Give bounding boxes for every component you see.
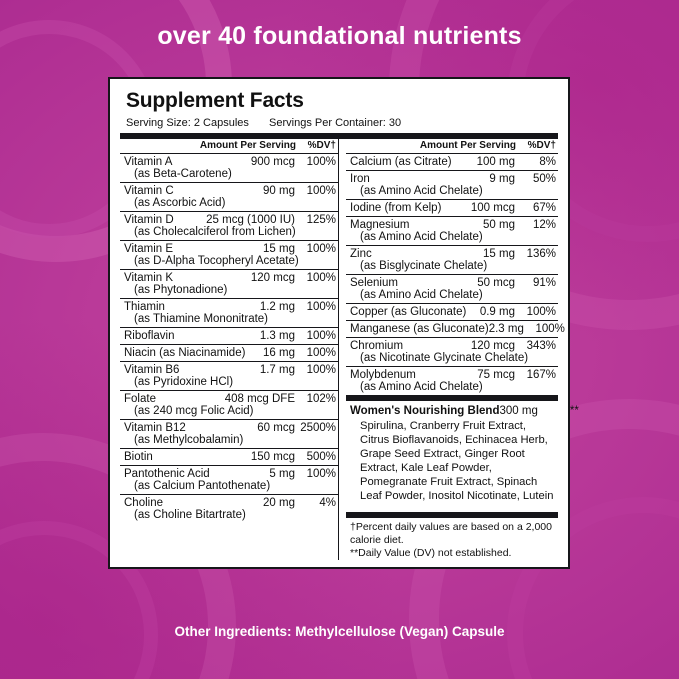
nutrient-name: Selenium [350,277,398,289]
nutrient-amount: 20 mg [263,497,295,509]
nutrient-name: Iodine (from Kelp) [350,202,442,214]
dv-header: %DV† [527,140,556,151]
table-row [120,494,338,523]
facts-columns [120,139,579,560]
servings-per-container-value: 30 [388,117,402,129]
nutrient-dv: 167% [526,369,556,381]
nutrient-source: (as Bisglycinate Chelate) [360,260,488,272]
nutrient-amount: 100 mcg [470,202,515,214]
servings-per-container-label: Servings Per Container: [269,117,386,129]
nutrient-source: (as Beta-Carotene) [134,168,232,180]
nutrient-dv: 100% [526,306,556,318]
serving-size-label: Serving Size: [126,117,191,129]
table-row [120,298,338,327]
nutrient-dv: 4% [319,497,336,509]
blend-dv: ** [569,405,579,417]
facts-column-left [120,139,339,560]
serving-size-value: 2 Capsules [193,117,249,129]
table-row [120,240,338,269]
nutrient-name: Chromium [350,340,404,352]
nutrient-name: Vitamin B12 [124,422,186,434]
nutrient-name: Thiamin [124,301,165,313]
nutrient-source: (as Amino Acid Chelate) [360,289,483,301]
nutrient-name: Choline [124,497,163,509]
nutrient-dv: 100% [306,272,336,284]
nutrient-dv: 12% [532,219,556,231]
column-header-right [346,139,558,153]
nutrient-amount: 5 mg [269,468,295,480]
nutrient-amount: 150 mcg [250,451,295,463]
nutrient-name: Molybdenum [350,369,416,381]
nutrient-amount: 75 mcg [477,369,515,381]
nutrient-amount: 1.3 mg [259,330,295,342]
nutrient-dv: 100% [306,301,336,313]
table-row [120,182,338,211]
nutrient-amount: 2.3 mg [488,323,524,335]
nutrient-name: Magnesium [350,219,410,231]
nutrient-source: (as Phytonadione) [134,284,228,296]
nutrient-amount: 90 mg [263,185,295,197]
nutrient-amount: 60 mcg [257,422,295,434]
table-row [346,170,558,199]
nutrient-dv: 100% [306,330,336,342]
nutrient-source: (as Amino Acid Chelate) [360,381,483,393]
footnote-daily-value: †Percent daily values are based on a 2,000 calorie diet. [350,521,552,547]
nutrient-dv: 125% [306,214,336,226]
nutrient-dv: 136% [526,248,556,260]
nutrient-amount: 120 mcg [250,272,295,284]
nutrient-dv: 500% [306,451,336,463]
nutrient-dv: 100% [306,185,336,197]
panel-title: Supplement Facts [126,89,304,112]
table-row [120,465,338,494]
footnotes [346,512,558,560]
nutrient-amount: 25 mcg (1000 IU) [206,214,295,226]
footnote-dv-not-established: **Daily Value (DV) not established. [350,547,512,560]
nutrient-source: (as Choline Bitartrate) [134,509,246,521]
nutrient-amount: 0.9 mg [479,306,515,318]
nutrient-dv: 67% [532,202,556,214]
nutrient-name: Manganese (as Gluconate) [350,323,489,335]
nutrient-name: Vitamin B6 [124,364,180,376]
nutrient-name: Vitamin K [124,272,174,284]
nutrient-amount: 1.7 mg [259,364,295,376]
nutrient-source: (as Amino Acid Chelate) [360,231,483,243]
nutrient-dv: 102% [306,393,336,405]
nutrient-dv: 100% [306,364,336,376]
nutrient-amount: 50 mg [483,219,515,231]
nutrient-dv: 50% [532,173,556,185]
nutrient-dv: 343% [526,340,556,352]
nutrient-amount: 15 mg [483,248,515,260]
nutrient-amount: 50 mcg [477,277,515,289]
nutrient-rows-left [120,153,338,523]
nutrient-amount: 120 mcg [470,340,515,352]
amount-per-serving-header: Amount Per Serving [419,140,516,151]
nutrient-amount: 9 mg [489,173,515,185]
nutrient-name: Zinc [350,248,372,260]
nutrient-name: Riboflavin [124,330,175,342]
nutrient-source: (as Amino Acid Chelate) [360,185,483,197]
dv-header: %DV† [307,140,336,151]
table-row [120,269,338,298]
nutrient-amount: 408 mcg DFE [224,393,295,405]
table-row [346,199,558,216]
nutrient-name: Vitamin E [124,243,174,255]
nutrient-name: Vitamin D [124,214,174,226]
blend-name: Women's Nourishing Blend [350,405,500,417]
nutrient-source: (as Cholecalciferol from Lichen) [134,226,296,238]
table-row [120,344,338,361]
table-row [346,274,558,303]
blend-ingredients: Spirulina, Cranberry Fruit Extract, Citrus Bioflavanoids, Echinacea Herb, Grape Seed Extract, Ginger Root Extract, Kale Leaf Powder, Pomegranate Fruit Extract, Spinach Leaf Powder, Inositol Nicotinate, Lutein [360,420,554,502]
facts-column-right [339,139,579,560]
table-row [346,320,565,337]
nutrient-dv: 91% [532,277,556,289]
nutrient-amount: 15 mg [263,243,295,255]
nutrient-source: (as Ascorbic Acid) [134,197,226,209]
nutrient-dv: 100% [306,347,336,359]
amount-per-serving-header: Amount Per Serving [199,140,296,151]
nutrient-amount: 16 mg [263,347,295,359]
nutrient-name: Vitamin A [124,156,173,168]
blend-amount: 300 mg [499,405,538,417]
nutrient-dv: 100% [306,468,336,480]
nutrient-name: Niacin (as Niacinamide) [124,347,246,359]
nutrient-source: (as Pyridoxine HCl) [134,376,234,388]
table-row [346,216,558,245]
nutrient-amount: 900 mcg [250,156,295,168]
nutrient-name: Iron [350,173,370,185]
table-row [120,361,338,390]
proprietary-blend-row [346,395,579,506]
nutrient-dv: 100% [306,243,336,255]
nutrient-source: (as Calcium Pantothenate) [134,480,271,492]
nutrient-name: Calcium (as Citrate) [350,156,452,168]
table-row [120,390,338,419]
nutrient-source: (as 240 mcg Folic Acid) [134,405,254,417]
supplement-facts-panel [108,77,579,569]
nutrient-dv: 100% [535,323,565,335]
table-row [120,211,338,240]
table-row [120,448,338,465]
nutrient-dv: 2500% [300,422,336,434]
nutrient-source: (as Thiamine Mononitrate) [134,313,269,325]
table-row [120,153,338,182]
nutrient-source: (as D-Alpha Tocopheryl Acetate) [134,255,299,267]
table-row [346,303,558,320]
nutrient-source: (as Nicotinate Glycinate Chelate) [360,352,529,364]
nutrient-amount: 100 mg [476,156,515,168]
table-row [346,337,558,366]
headline: over 40 foundational nutrients [157,22,522,50]
nutrient-name: Copper (as Gluconate) [350,306,467,318]
nutrient-source: (as Methylcobalamin) [134,434,244,446]
table-row [346,245,558,274]
column-header-left [120,139,338,153]
nutrient-name: Folate [124,393,156,405]
table-row [120,327,338,344]
nutrient-dv: 100% [306,156,336,168]
table-row [346,153,558,170]
table-row [346,366,558,395]
nutrient-amount: 1.2 mg [259,301,295,313]
serving-info [126,117,558,129]
nutrient-name: Pantothenic Acid [124,468,210,480]
nutrient-dv: 8% [539,156,556,168]
table-row [120,419,338,448]
nutrient-name: Biotin [124,451,153,463]
nutrient-rows-right [346,153,579,506]
other-ingredients: Other Ingredients: Methylcellulose (Vegan) Capsule [174,624,505,639]
nutrient-name: Vitamin C [124,185,174,197]
